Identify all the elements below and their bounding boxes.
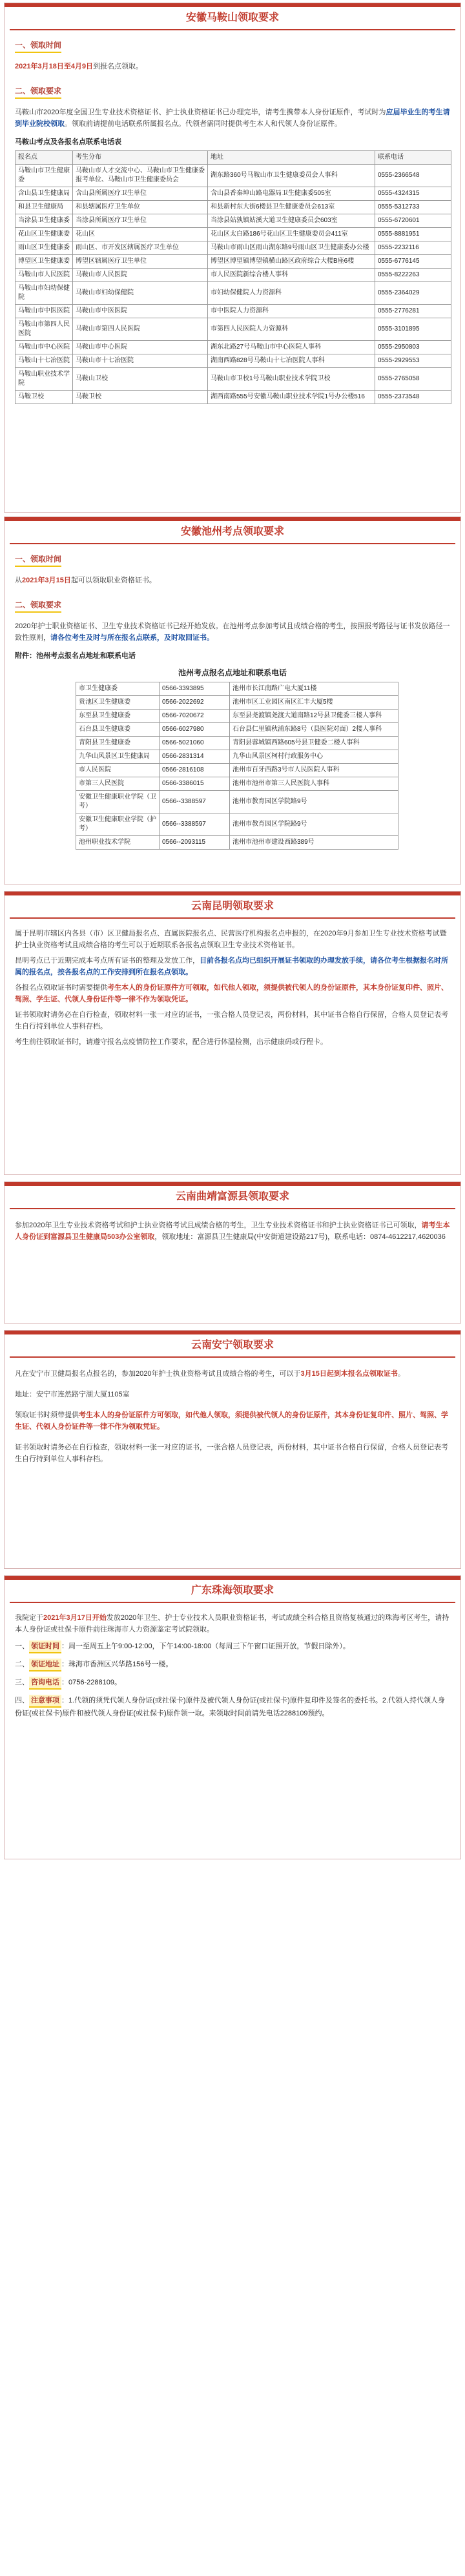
table-cell: 0555-8881951 (375, 228, 451, 241)
paragraph: 考生前往领取证书时，请遵守报名点疫情防控工作要求，配合进行体温检测，出示健康码或行程卡。 (15, 1038, 327, 1046)
table-cell: 马鞍山职业技术学院 (16, 368, 73, 391)
table-cell: 当涂县所属医疗卫生单位 (73, 214, 208, 228)
table-cell: 含山县卫生健康局 (16, 187, 73, 201)
table-cell: 市人民医院新综合楼人事科 (208, 269, 375, 282)
item-text: ：周一至周五上午9:00-12:00，下午14:00-18:00（每周三下午窗口证照开放，节假日除外）。 (61, 1642, 350, 1650)
table-cell: 马鞍卫校 (16, 391, 73, 404)
table-cell: 市卫生健康委 (76, 682, 160, 696)
table-row (76, 737, 398, 750)
table-cell: 0555-5312733 (375, 201, 451, 214)
table-cell: 安徽卫生健康职业学院（护考） (76, 813, 160, 836)
table-cell: 马鞍山市中医医院 (16, 305, 73, 318)
table-cell: 博望区卫生健康委 (16, 255, 73, 269)
table-cell: 雨山区、市开发区辖属医疗卫生单位 (73, 241, 208, 255)
table-cell: 池州市池州市建设西路389号 (230, 836, 398, 850)
section-label-requirements: 二、领取要求 (15, 85, 61, 99)
table-cell: 当涂县卫生健康委 (16, 214, 73, 228)
time-paragraph: 从2021年3月15日起可以领取职业资格证书。 (15, 577, 156, 584)
attachment-heading: 附件：池州考点报名点地址和联系电话 (15, 652, 136, 660)
table-cell: 石台县仁里镇秋浦东路8号（县医院对面）2楼人事科 (230, 723, 398, 737)
table-row (16, 305, 451, 318)
card-title: 安徽池州考点领取要求 (10, 521, 455, 544)
item-tag: 领证地址 (29, 1659, 61, 1671)
table-cell: 马鞍卫校 (73, 391, 208, 404)
item-number: 三、 (15, 1679, 29, 1686)
table-cell: 马鞍山市人民医院 (73, 269, 208, 282)
table-row (16, 187, 451, 201)
table-row (16, 165, 451, 187)
table-cell: 池州市区工业园区南区汇丰大厦5楼 (230, 696, 398, 710)
table-cell: 和县卫生健康局 (16, 201, 73, 214)
table-cell: 当涂县姑孰镇姑溪大道卫生健康委员会603室 (208, 214, 375, 228)
address: 地址：安宁市连然路宁湖大厦1105室 (15, 1391, 130, 1398)
table-cell: 马鞍山市中心医院 (73, 341, 208, 354)
table-row (16, 282, 451, 305)
table-cell: 马鞍山市中医医院 (73, 305, 208, 318)
table-cell: 马鞍山市妇幼保健院 (16, 282, 73, 305)
table-cell: 池州市百牙西路3号市人民医院人事科 (230, 764, 398, 777)
col-header: 联系电话 (375, 151, 451, 165)
intro-paragraph: 我院定于2021年3月17日开始发放2020年卫生、护士专业技术人员职业资格证书，考试成绩全科合格且资格复核通过的珠海考区考生，请持本人身份证或社保卡原件前往珠海市人力资源鉴定考试院领取。 (15, 1614, 450, 1633)
table-cell: 0555-2929553 (375, 354, 451, 368)
col-header: 考生分布 (73, 151, 208, 165)
table-cell: 0555-2373548 (375, 391, 451, 404)
table-cell: 0566-3393895 (160, 682, 230, 696)
item-text: ：0756-2288109。 (61, 1679, 121, 1686)
table-cell: 青阳县蓉城镇西路605号县卫健委二楼人事科 (230, 737, 398, 750)
table-row (76, 836, 398, 850)
card-title: 广东珠海领取要求 (10, 1580, 455, 1603)
table-cell: 池州市长江南路广电大厦11楼 (230, 682, 398, 696)
table-cell: 九华山风景区柯村行政服务中心 (230, 750, 398, 764)
col-header: 地址 (208, 151, 375, 165)
table-cell: 0555-8222263 (375, 269, 451, 282)
table-cell: 花山区卫生健康委 (16, 228, 73, 241)
table-row (76, 710, 398, 723)
info-list (5, 1641, 460, 1719)
table-cell: 0555-2232116 (375, 241, 451, 255)
table-cell: 马鞍山市人才交流中心、马鞍山市卫生健康委报考单位、马鞍山市卫生健康委员会 (73, 165, 208, 187)
table-cell: 马鞍山市卫生健康委 (16, 165, 73, 187)
card-anning (4, 1330, 461, 1569)
table-cell: 市第三人民医院 (76, 777, 160, 791)
table-cell: 0555-2776281 (375, 305, 451, 318)
table-row (16, 228, 451, 241)
info-item (15, 1659, 450, 1671)
table-cell: 0555-2765058 (375, 368, 451, 391)
card-chizhou (4, 516, 461, 884)
table-cell: 贵池区卫生健康委 (76, 696, 160, 710)
card-title: 云南昆明领取要求 (10, 895, 455, 919)
time-paragraph: 2021年3月18日至4月9日到报名点领取。 (15, 63, 143, 70)
requirements-paragraph: 马鞍山市2020年度全国卫生专业技术资格证书、护士执业资格证书已办理完毕，请考生携带本人身份证原件，考试时为应届毕业生的考生请到毕业院校领取。领取前请提前电话联系所属报名点。代领者需同时提供考生本人和代领人身份证原件。 (15, 108, 450, 128)
table-row (16, 391, 451, 404)
paragraph: 昆明考点已于近期完成本考点所有证书的整理及发放工作，目前各报名点均已组织开展证书领取的办理发放手续，请各位考生根据报名时所属的报名点，按各报名点的工作安排到所在报名点领取。 (15, 957, 448, 976)
table-cell: 0555-6720601 (375, 214, 451, 228)
section-label-requirements: 二、领取要求 (15, 599, 61, 613)
table-cell: 博望区辖属医疗卫生单位 (73, 255, 208, 269)
section-label-time: 一、领取时间 (15, 553, 61, 567)
table-cell: 0566-2816108 (160, 764, 230, 777)
table-cell: 石台县卫生健康委 (76, 723, 160, 737)
item-tag: 咨询电话 (29, 1677, 61, 1690)
card-title: 云南安宁领取要求 (10, 1334, 455, 1358)
table-cell: 0566-7020672 (160, 710, 230, 723)
table-cell: 0555-6776145 (375, 255, 451, 269)
table-cell: 0555-4324315 (375, 187, 451, 201)
item-number: 二、 (15, 1661, 29, 1668)
table-row (16, 354, 451, 368)
table-cell: 0566-3386015 (160, 777, 230, 791)
paragraph: 凡在安宁市卫健局报名点报名的，参加2020年护士执业资格考试且成绩合格的考生，可以于3月15日起到本报名点领取证书。 (15, 1370, 405, 1378)
card-maanshan (4, 3, 461, 513)
table-cell: 湖东北路27号马鞍山市中心医院人事科 (208, 341, 375, 354)
table-row (76, 791, 398, 813)
table-row (16, 201, 451, 214)
table-row (16, 269, 451, 282)
table-cell: 0555-2950803 (375, 341, 451, 354)
table-row (16, 255, 451, 269)
table-cell: 湖东路360号马鞍山市卫生健康委员会人事科 (208, 165, 375, 187)
table-cell: 花山区 (73, 228, 208, 241)
table-cell: 市第四人民医院人力资源科 (208, 318, 375, 341)
table-cell: 0566-2831314 (160, 750, 230, 764)
info-item (15, 1695, 450, 1719)
table-cell: 马鞍山市第四人民医院 (73, 318, 208, 341)
table-cell: 东至县卫生健康委 (76, 710, 160, 723)
item-tag: 注意事项 (29, 1695, 61, 1708)
table-cell: 马鞍山十七冶医院 (16, 354, 73, 368)
table-cell: 雨山区卫生健康委 (16, 241, 73, 255)
table-cell: 池州职业技术学院 (76, 836, 160, 850)
table-row (16, 318, 451, 341)
table-cell: 0555-2364029 (375, 282, 451, 305)
table-cell: 市人民医院 (76, 764, 160, 777)
table-cell: 花山区太白路186号花山区卫生健康委员会411室 (208, 228, 375, 241)
table-cell: 0555-3101895 (375, 318, 451, 341)
paragraph: 参加2020年卫生专业技术资格考试和护士执业资格考试且成绩合格的考生，卫生专业技术资格证书和护士执业资格证书已可领取，请考生本人身份证到富源县卫生健康局503办公室领取，领取地址：富源县卫生健康局(中安街道建设路217号)，联系电话：0874-4612217,4620036 (15, 1222, 450, 1241)
table-heading: 马鞍山考点及各报名点联系电话表 (15, 138, 121, 146)
table-cell: 青阳县卫生健康委 (76, 737, 160, 750)
table-row (76, 696, 398, 710)
chizhou-table (76, 682, 398, 850)
table-cell: 市妇幼保健院人力资源科 (208, 282, 375, 305)
table-row (16, 341, 451, 354)
table-cell: 马鞍山市妇幼保健院 (73, 282, 208, 305)
info-item (15, 1677, 450, 1690)
card-kunming (4, 891, 461, 1175)
table-cell: 马鞍山市人民医院 (16, 269, 73, 282)
card-zhuhai (4, 1575, 461, 1859)
item-text: ：珠海市香洲区兴华路156号一楼。 (61, 1661, 173, 1668)
table-cell: 池州市教育园区学院路9号 (230, 791, 398, 813)
table-row (76, 750, 398, 764)
table-header-row (16, 151, 451, 165)
table-cell: 马鞍山市雨山区雨山湖东路9号雨山区卫生健康委办公楼 (208, 241, 375, 255)
table-cell: 湖西南路555号安徽马鞍山职业技术学院1号办公楼516 (208, 391, 375, 404)
item-number: 四、 (15, 1697, 29, 1704)
table-title: 池州考点报名点地址和联系电话 (178, 668, 287, 677)
table-cell: 池州市教育园区学院路9号 (230, 813, 398, 836)
item-tag: 领证时间 (29, 1641, 61, 1653)
table-row (76, 764, 398, 777)
table-cell: 马鞍山卫校 (73, 368, 208, 391)
table-cell: 含山县所属医疗卫生单位 (73, 187, 208, 201)
card-title: 云南曲靖富源县领取要求 (10, 1186, 455, 1209)
table-cell: 0566--3388597 (160, 813, 230, 836)
table-row (76, 777, 398, 791)
table-cell: 马鞍山市中心医院 (16, 341, 73, 354)
table-cell: 0566-2022692 (160, 696, 230, 710)
table-row (76, 682, 398, 696)
table-cell: 0555-2366548 (375, 165, 451, 187)
info-item (15, 1641, 450, 1653)
requirements-paragraph: 2020年护士职业资格证书、卫生专业技术资格证书已经开始发放。在池州考点参加考试且成绩合格的考生，按照报考路径与证书发放路径一致性原则，请各位考生及时与所在报名点联系，及时取回证书。 (15, 622, 450, 642)
table-cell: 湖南西路828号马鞍山十七冶医院人事科 (208, 354, 375, 368)
table-row (16, 368, 451, 391)
table-row (76, 813, 398, 836)
table-row (16, 241, 451, 255)
maanshan-table (15, 150, 451, 404)
table-cell: 马鞍山市十七冶医院 (73, 354, 208, 368)
table-cell: 0566--2093115 (160, 836, 230, 850)
table-cell: 0566--3388597 (160, 791, 230, 813)
table-cell: 0566-6027980 (160, 723, 230, 737)
paragraph: 领取证书时须带提供考生本人的身份证原件方可领取，如代他人领取，须提供被代领人的身份证原件，其本身份证复印件、照片、驾照、学生证、代领人身份证件等一律不作为领取凭证。 (15, 1411, 448, 1431)
table-cell: 市中医院人力资源科 (208, 305, 375, 318)
table-cell: 含山县香秦坤山路电器局卫生健康委505室 (208, 187, 375, 201)
table-row (76, 723, 398, 737)
table-cell: 马鞍山市第四人民医院 (16, 318, 73, 341)
table-cell: 和县新村东大街6楼县卫生健康委员会613室 (208, 201, 375, 214)
paragraph: 证书领取时请务必在自行检查，领取材料一张一对应的证书，一张合格人员登记表，两份材料，其中证书合格自行保留，合格人员登记表考生自行持到单位人事科存档。 (15, 1444, 448, 1463)
item-number: 一、 (15, 1642, 29, 1650)
paragraph: 各报名点领取证书时需要提供考生本人的身份证原件方可领取，如代他人领取，须提供被代领人的身份证原件，其本身份证复印件、照片、驾照、学生证、代领人身份证件等一律不作为领取凭证。 (15, 984, 448, 1003)
table-cell: 0566-5021060 (160, 737, 230, 750)
item-text: ：1.代领的须凭代领人身份证(或社保卡)原件及被代领人身份证(或社保卡)原件复印件及签名的委托书。2.代领人持代领人身份证(或社保卡)原件和被代领人身份证(或社保卡)原件领一取。来领取时间前请先电话2288109预约。 (15, 1697, 445, 1717)
section-label-time: 一、领取时间 (15, 39, 61, 53)
table-cell: 马鞍山市卫校1号马鞍山职业技术学院卫校 (208, 368, 375, 391)
col-header: 报名点 (16, 151, 73, 165)
paragraph: 证书领取时请务必在自行检查，领取材料一张一对应的证书，一张合格人员登记表，两份材料，其中证书合格自行保留，合格人员登记表考生自行持到单位人事科存档。 (15, 1011, 448, 1030)
table-cell: 和县辖属医疗卫生单位 (73, 201, 208, 214)
table-cell: 池州市池州市第三人民医院人事科 (230, 777, 398, 791)
table-row (16, 214, 451, 228)
table-cell: 九华山风景区卫生健康局 (76, 750, 160, 764)
paragraph: 属于昆明市辖区内各县（市）区卫健局报名点、直属医院报名点、民营医疗机构报名点申报的，在2020年9月参加卫生专业技术资格考试暨护士执业资格考试且成绩合格的考生可以于近期联系各报名点领取卫生专业技术资格证书。 (15, 930, 447, 949)
table-cell: 东至县尧渡镇尧渡大道南路12号县卫健委三楼人事科 (230, 710, 398, 723)
card-title: 安徽马鞍山领取要求 (10, 7, 455, 30)
card-qujing (4, 1181, 461, 1324)
table-cell: 博望区博望镇博望镇横山路区政府综合大楼B座6楼 (208, 255, 375, 269)
table-cell: 安徽卫生健康职业学院（卫考） (76, 791, 160, 813)
